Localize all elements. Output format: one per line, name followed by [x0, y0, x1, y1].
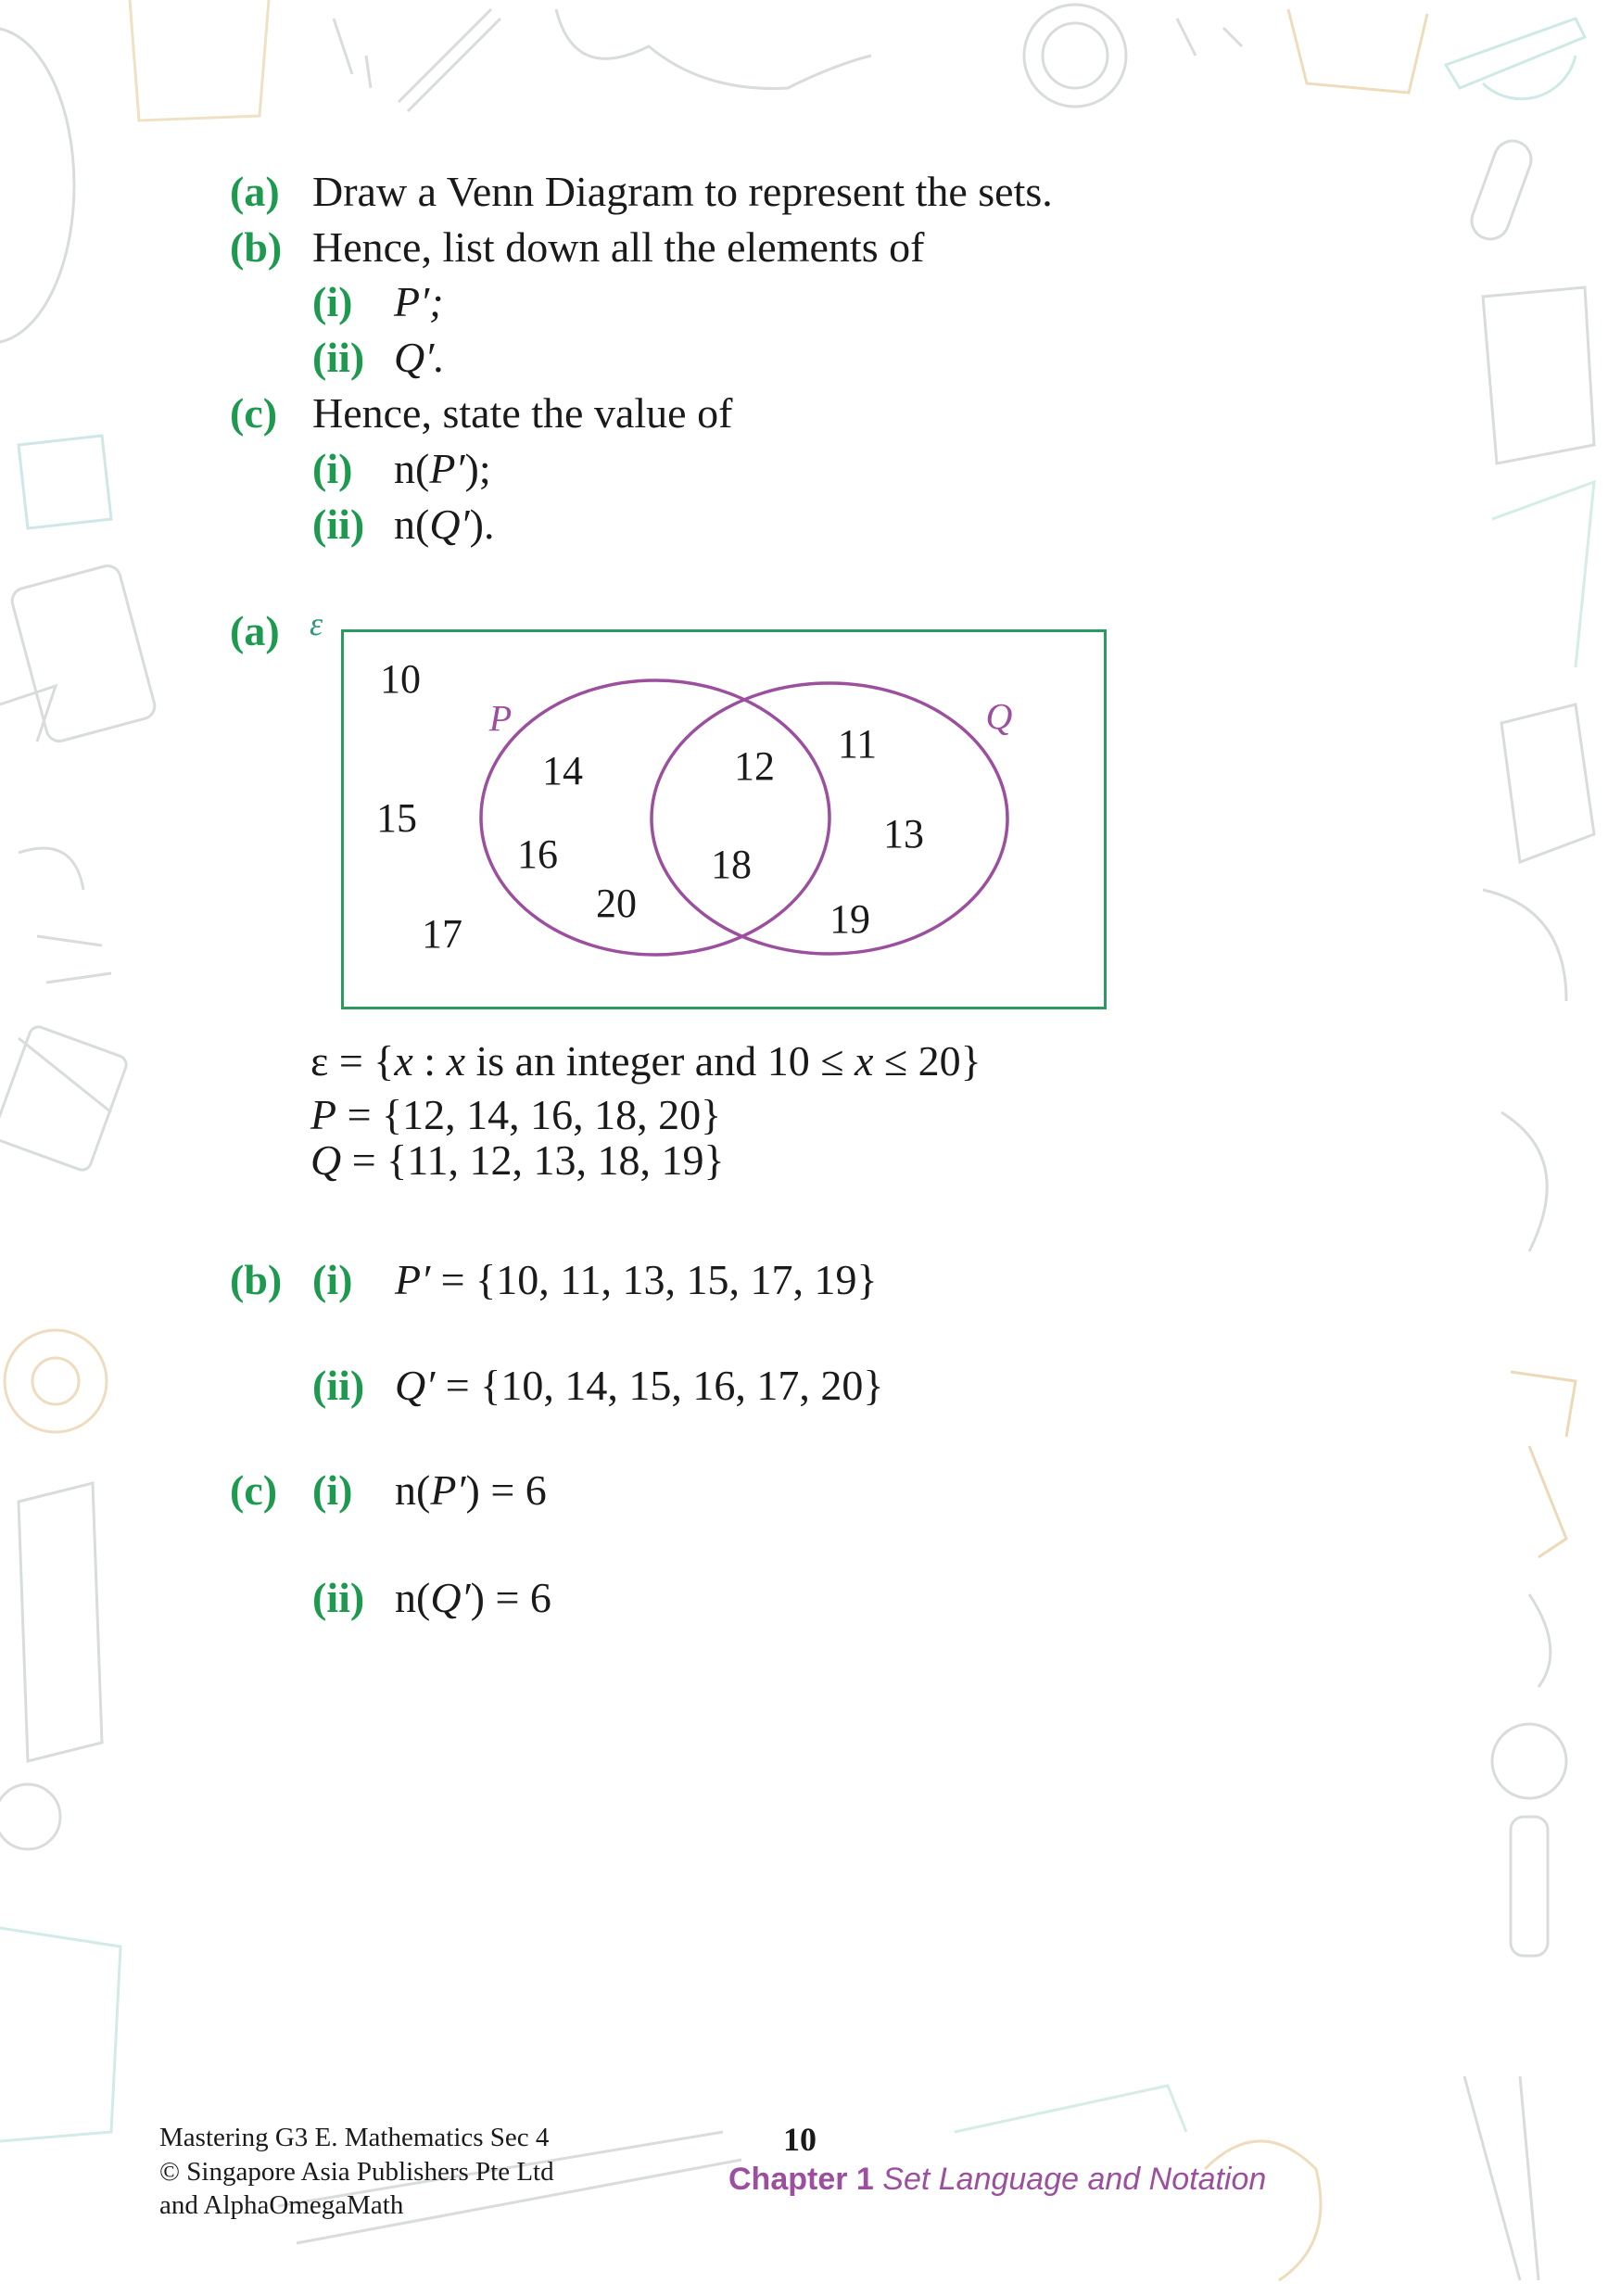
venn-element: 10: [380, 656, 421, 702]
venn-element: 12: [734, 743, 775, 789]
chapter-label: Chapter 1: [728, 2162, 874, 2197]
set-var: P′: [430, 1466, 466, 1514]
n-value: ) = 6: [465, 1466, 547, 1514]
chapter-title: Set Language and Notation: [882, 2162, 1267, 2197]
venn-element: 18: [711, 842, 752, 887]
part-label: (b): [230, 223, 283, 271]
subpart-label: (i): [312, 278, 353, 325]
subpart-label: (i): [312, 445, 353, 492]
epsilon: ε: [310, 1037, 329, 1085]
set-elements: = {12, 14, 16, 18, 20}: [336, 1091, 722, 1138]
n-q-complement-answer: [395, 1574, 551, 1621]
subpart-text: P′;: [394, 278, 444, 325]
venn-element: 20: [596, 881, 637, 926]
text: is an integer and 10 ≤: [464, 1037, 855, 1085]
footer-publisher: and AlphaOmegaMath: [159, 2190, 404, 2220]
page-number: 10: [783, 2121, 817, 2158]
subpart-label: (ii): [312, 1574, 365, 1621]
n-prefix: n(: [395, 1466, 431, 1514]
venn-element: 17: [422, 911, 462, 957]
subpart-label: (i): [312, 1466, 353, 1514]
set-var: Q′: [430, 1574, 471, 1621]
q-complement-answer: [395, 1364, 883, 1407]
venn-element: 16: [517, 831, 558, 877]
var-x: x: [394, 1037, 413, 1085]
subpart-text: [394, 503, 494, 546]
subpart-label: (ii): [312, 1362, 365, 1409]
question-part-b-label: [230, 223, 283, 271]
question-part-c-label: [230, 389, 278, 437]
part-label: (c): [230, 389, 278, 437]
set-elements: = {10, 11, 13, 15, 17, 19}: [430, 1256, 878, 1303]
text: = {: [328, 1037, 395, 1085]
set-var: P: [310, 1091, 337, 1138]
answer-part-c-label: (c): [230, 1466, 278, 1514]
question-part-b-text: Hence, list down all the elements of: [312, 223, 925, 271]
plate-doodle-icon: [0, 28, 74, 343]
set-p-label: P: [488, 697, 513, 740]
set-var: Q′: [395, 1362, 436, 1409]
question-part-a-text: Draw a Venn Diagram to represent the sets.: [312, 168, 1053, 215]
subpart-label: (i): [312, 1256, 353, 1303]
footer-book-title: Mastering G3 E. Mathematics Sec 4: [159, 2123, 550, 2152]
question-part-a: [230, 168, 280, 215]
p-complement-answer: [395, 1256, 878, 1303]
set-q-definition: [310, 1136, 725, 1184]
venn-element: 14: [542, 748, 583, 793]
chapter-heading: [728, 2162, 1266, 2198]
set-var: P′: [429, 445, 465, 492]
answer-part-a-label: (a): [230, 607, 280, 654]
answer-part-b-label: (b): [230, 1256, 283, 1303]
var-x: x: [446, 1037, 465, 1085]
text: ≤ 20}: [873, 1037, 981, 1085]
text: :: [412, 1037, 447, 1085]
set-elements: = {10, 14, 15, 16, 17, 20}: [435, 1362, 884, 1409]
n-suffix: ).: [469, 501, 495, 548]
venn-element: 13: [883, 811, 924, 856]
venn-element: 11: [837, 721, 878, 767]
n-p-complement-answer: [395, 1466, 547, 1514]
set-q-label: Q: [985, 695, 1013, 738]
subpart-text: [394, 445, 491, 492]
n-suffix: );: [464, 445, 491, 492]
n-prefix: n(: [394, 445, 430, 492]
n-prefix: n(: [395, 1574, 431, 1621]
var-x: x: [854, 1037, 874, 1085]
venn-element: 19: [829, 896, 870, 942]
n-prefix: n(: [394, 501, 430, 548]
n-value: ) = 6: [470, 1574, 551, 1621]
set-var: P′: [395, 1256, 431, 1303]
question-part-c-text: Hence, state the value of: [312, 389, 733, 437]
part-label: (a): [230, 168, 280, 215]
subpart-label: (ii): [312, 501, 365, 548]
footer-copyright: © Singapore Asia Publishers Pte Ltd: [159, 2157, 554, 2187]
venn-element: 15: [376, 795, 417, 841]
universal-set-symbol: ε: [310, 605, 323, 642]
set-var: Q′: [429, 501, 470, 548]
universal-set-definition: [310, 1037, 981, 1085]
set-p-definition: [310, 1091, 722, 1138]
set-var: Q: [310, 1136, 342, 1184]
set-elements: = {11, 12, 13, 18, 19}: [341, 1136, 725, 1184]
subpart-text: Q′.: [394, 334, 445, 381]
subpart-label: (ii): [312, 334, 365, 381]
